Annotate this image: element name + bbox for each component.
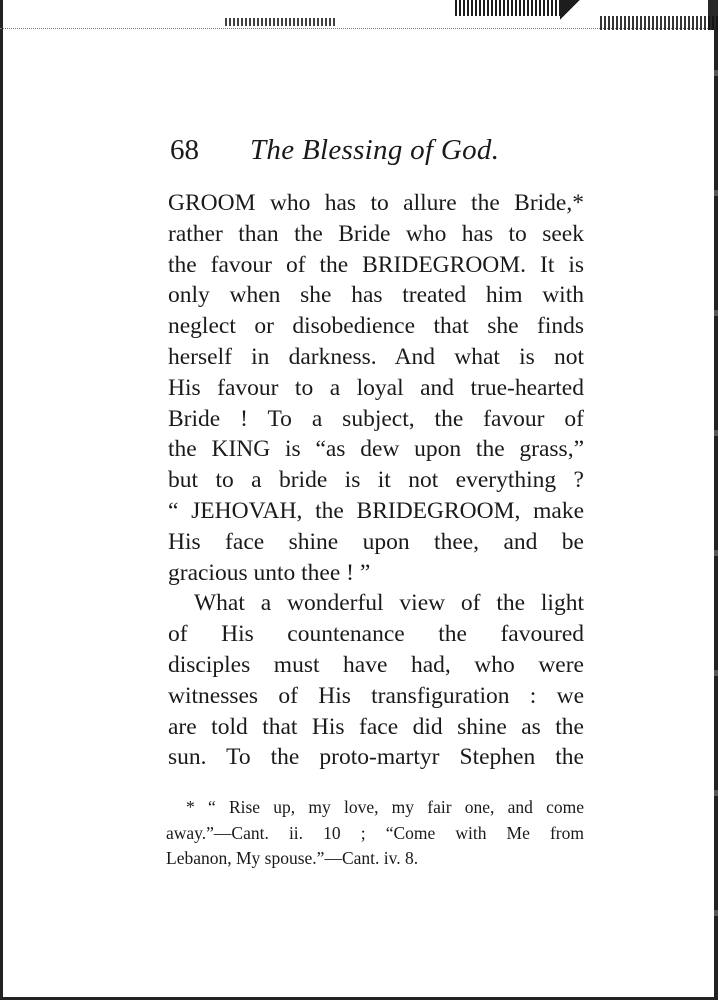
text-line: His face shine upon thee, and be [168,528,584,555]
page-header [170,133,590,167]
footnote [166,795,584,872]
text-line: witnesses of His transfiguration : we [168,682,584,709]
footnote-line: Lebanon, My spouse.”—Cant. iv. 8. [166,848,419,868]
scan-smudge [455,0,560,16]
text-line: only when she has treated him with [168,282,584,309]
paragraph-1 [168,188,584,588]
scan-edge-right [714,30,718,1000]
scan-smudge [560,0,600,26]
text-line: Bride ! To a subject, the favour of [168,405,584,432]
text-line: disciples must have had, who were [168,651,584,678]
paragraph-2 [168,588,584,773]
text-line: “ JEHOVAH, the BRIDEGROOM, make [168,497,584,524]
text-line: the KING is “as dew upon the grass,” [168,436,584,463]
text-line: gracious unto thee ! ” [168,559,371,586]
text-line: of His countenance the favoured [168,621,584,648]
page-number: 68 [170,134,199,166]
footnote-line: away.”—Cant. ii. 10 ; “Come with Me from [166,822,584,843]
text-line: His favour to a loyal and true-hearted [168,374,584,401]
running-title: The Blessing of God. [250,134,500,166]
body-text [168,188,584,773]
scan-smudge [225,18,335,26]
text-line: the favour of the BRIDEGROOM. It is [168,251,584,278]
text-line: rather than the Bride who has to seek [168,220,584,247]
text-line: are told that His face did shine as the [168,713,584,740]
text-line: neglect or disobedience that she finds [168,313,584,340]
scan-smudge [708,0,718,30]
text-line: herself in darkness. And what is not [168,343,584,370]
scan-smudge [600,16,718,30]
footnote-line: * “ Rise up, my love, my fair one, and come [186,797,584,817]
scan-edge-left [0,0,3,1000]
text-line: GROOM who has to allure the Bride,* [168,190,584,216]
text-line: but to a bride is it not everything ? [168,467,584,494]
text-line: What a wonderful view of the light [194,590,584,617]
text-line: sun. To the proto-martyr Stephen the [168,744,584,771]
